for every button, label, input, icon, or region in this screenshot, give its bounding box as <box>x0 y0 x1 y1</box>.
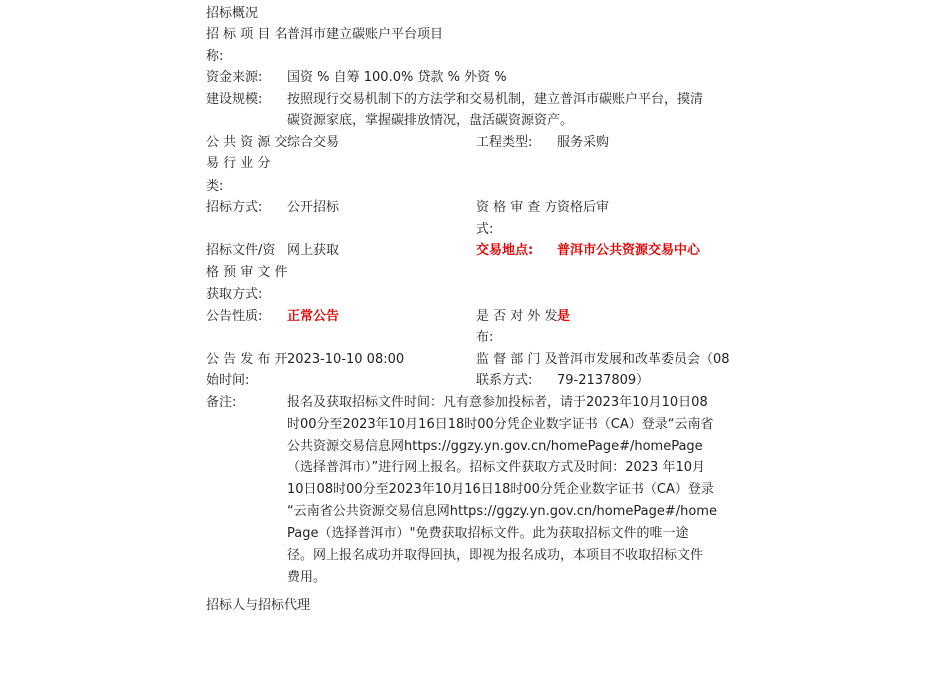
supervisor-label-2: 联系方式: <box>476 373 533 388</box>
project-type-value: 服务采购 <box>557 135 610 150</box>
project-name-value: 普洱市建立碳账户平台项目 <box>287 27 444 42</box>
section-title: 招标概况 <box>206 6 259 21</box>
qualification-label-2: 式: <box>476 222 494 237</box>
funding-value: 国资 % 自筹 100.0% 贷款 % 外资 % <box>287 70 507 85</box>
bid-method-label: 招标方式: <box>206 200 263 215</box>
industry-label-1: 公 共 资 源 交 <box>206 135 288 150</box>
qualification-value: 资格后审 <box>557 200 610 215</box>
industry-value: 综合交易 <box>287 135 340 150</box>
location-label: 交易地点: <box>476 243 534 258</box>
remarks-line: 径。网上报名成功并取得回执，即视为报名成功，本项目不收取招标文件 <box>287 548 704 563</box>
project-type-label: 工程类型: <box>476 135 533 150</box>
doc-access-value: 网上获取 <box>287 243 340 258</box>
remarks-line: 费用。 <box>287 570 327 585</box>
remarks-line: 10日08时00分至2023年10月16日18时00分凭企业数字证书（CA）登录 <box>287 482 714 497</box>
doc-access-label-3: 获取方式: <box>206 287 263 302</box>
nature-value: 正常公告 <box>287 309 340 324</box>
publish-time-label-1: 公 告 发 布 开 <box>206 352 288 367</box>
scale-label: 建设规模: <box>206 92 263 107</box>
remarks-line: 时00分至2023年10月16日18时00分凭企业数字证书（CA）登录“云南省 <box>287 417 714 432</box>
remarks-line: 报名及获取招标文件时间：凡有意参加投标者，请于2023年10月10日08 <box>287 395 708 410</box>
supervisor-label-1: 监 督 部 门 及 <box>476 352 558 367</box>
remarks-line: “云南省公共资源交易信息网https://ggzy.yn.gov.cn/homePage#/home <box>287 504 717 519</box>
supervisor-value-2: 79-2137809） <box>557 373 650 388</box>
remarks-line: （选择普洱市）”进行网上报名。招标文件获取方式及时间：2023 年10月 <box>287 460 705 475</box>
qualification-label-1: 资 格 审 查 方 <box>476 200 558 215</box>
project-name-label-2: 称: <box>206 49 224 64</box>
external-label-1: 是 否 对 外 发 <box>476 309 558 324</box>
scale-line-1: 按照现行交易机制下的方法学和交易机制，建立普洱市碳账户平台，摸清 <box>287 92 704 107</box>
location-value: 普洱市公共资源交易中心 <box>557 243 701 258</box>
remarks-line: Page（选择普洱市）"免费获取招标文件。此为获取招标文件的唯一途 <box>287 526 689 541</box>
project-name-label-1: 招 标 项 目 名 <box>206 27 288 42</box>
funding-label: 资金来源: <box>206 70 263 85</box>
scale-line-2: 碳资源家底，掌握碳排放情况，盘活碳资源资产。 <box>287 113 574 128</box>
publish-time-label-2: 始时间: <box>206 373 250 388</box>
supervisor-value-1: 普洱市发展和改革委员会（08 <box>557 352 730 367</box>
industry-label-3: 类: <box>206 179 224 194</box>
doc-access-label-2: 格 预 审 文 件 <box>206 265 288 280</box>
industry-label-2: 易 行 业 分 <box>206 156 271 171</box>
remarks-label: 备注: <box>206 395 237 410</box>
footer-section-title: 招标人与招标代理 <box>206 598 311 613</box>
nature-label: 公告性质: <box>206 309 263 324</box>
bid-method-value: 公开招标 <box>287 200 340 215</box>
remarks-line: 公共资源交易信息网https://ggzy.yn.gov.cn/homePage#/homePage <box>287 439 703 454</box>
doc-access-label-1: 招标文件/资 <box>206 243 276 258</box>
external-label-2: 布: <box>476 330 494 345</box>
external-value: 是 <box>557 309 571 324</box>
publish-time-value: 2023-10-10 08:00 <box>287 352 405 367</box>
